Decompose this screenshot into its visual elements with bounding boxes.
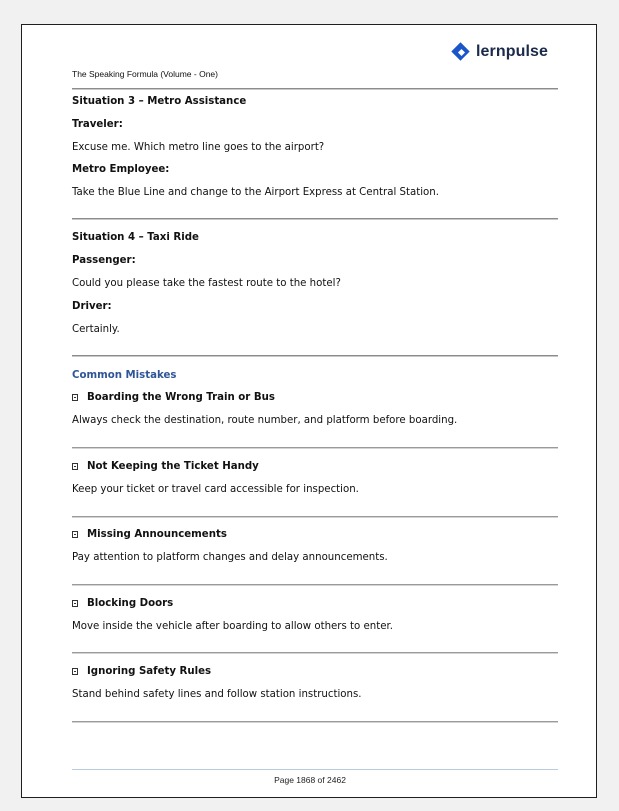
item-divider [72, 721, 558, 723]
section-divider [72, 355, 558, 357]
mistake-title [72, 461, 259, 472]
mistake-title-text: Boarding the Wrong Train or Bus [87, 392, 275, 403]
speaker-label: Metro Employee: [72, 164, 170, 175]
bullet-box-icon [72, 531, 78, 538]
mistake-title-text: Missing Announcements [87, 529, 227, 540]
header-divider [72, 88, 558, 90]
speaker-label: Driver: [72, 301, 112, 312]
bullet-box-icon [72, 463, 78, 470]
item-divider [72, 584, 558, 586]
section-divider [72, 218, 558, 220]
diamond-logo-icon [452, 43, 470, 61]
brand-name: lernpulse [476, 43, 549, 60]
mistake-text: Stand behind safety lines and follow station instructions. [72, 689, 362, 700]
dialogue-line: Could you please take the fastest route to the hotel? [72, 278, 341, 289]
bullet-box-icon [72, 668, 78, 675]
item-divider [72, 652, 558, 654]
brand-logo [452, 43, 548, 61]
mistake-title [72, 529, 227, 540]
document-page [21, 24, 597, 798]
bullet-box-icon [72, 394, 78, 401]
mistake-title [72, 392, 275, 403]
dialogue-line: Certainly. [72, 324, 120, 335]
dialogue-line: Take the Blue Line and change to the Airport Express at Central Station. [72, 187, 439, 198]
bullet-box-icon [72, 600, 78, 607]
situation-title: Situation 3 – Metro Assistance [72, 96, 247, 107]
speaker-label: Traveler: [72, 119, 123, 130]
dialogue-line: Excuse me. Which metro line goes to the airport? [72, 142, 325, 153]
situation-title: Situation 4 – Taxi Ride [72, 232, 199, 243]
mistakes-heading: Common Mistakes [72, 370, 177, 381]
speaker-label: Passenger: [72, 255, 136, 266]
item-divider [72, 447, 558, 449]
mistake-title [72, 666, 211, 677]
mistake-text: Always check the destination, route number, and platform before boarding. [72, 415, 458, 426]
mistake-text: Keep your ticket or travel card accessible for inspection. [72, 484, 359, 495]
mistake-text: Pay attention to platform changes and delay announcements. [72, 552, 388, 563]
mistake-text: Move inside the vehicle after boarding to allow others to enter. [72, 621, 393, 632]
mistake-title [72, 598, 173, 609]
mistake-title-text: Blocking Doors [87, 598, 174, 609]
mistake-title-text: Not Keeping the Ticket Handy [87, 461, 259, 472]
header-title: The Speaking Formula (Volume - One) [72, 69, 218, 79]
item-divider [72, 516, 558, 518]
mistake-title-text: Ignoring Safety Rules [87, 666, 212, 677]
footer-divider [72, 769, 558, 770]
page-number: Page 1868 of 2462 [274, 775, 346, 785]
